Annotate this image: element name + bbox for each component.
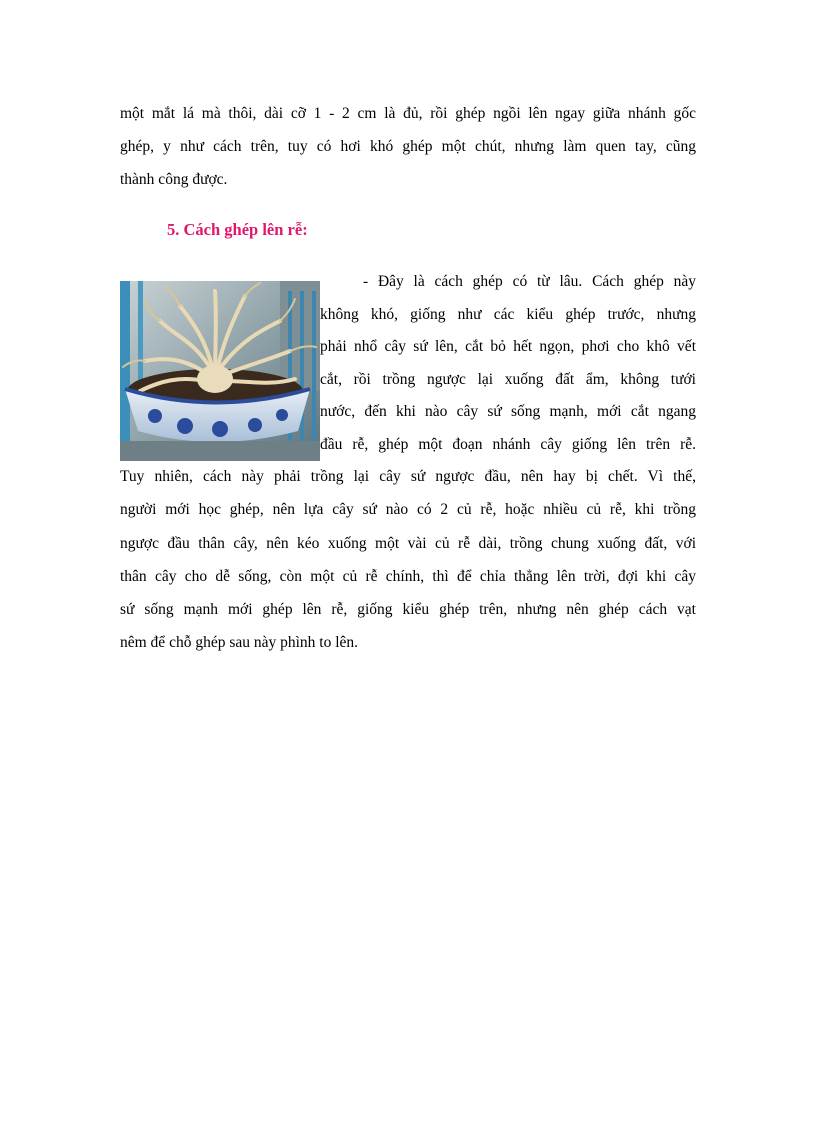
text-line: đầu rễ, ghép một đoạn nhánh cây giống lên trên rễ. xyxy=(320,435,696,453)
text-line: một mắt lá mà thôi, dài cỡ 1 - 2 cm là đủ, rồi ghép ngồi lên ngay giữa nhánh gốc xyxy=(120,105,696,122)
text-line: thân cây cho dễ sống, còn một củ rễ chính, thì để chỉa thẳng lên trời, đợi khi cây xyxy=(120,567,696,585)
text-line: - Đây là cách ghép có từ lâu. Cách ghép này xyxy=(363,273,696,290)
paragraph-root-grafting-wrapped xyxy=(320,266,696,461)
text-line: thành công được. xyxy=(120,171,228,188)
text-line: cắt, rồi trồng ngược lại xuống đất ẩm, không tưới xyxy=(320,370,696,388)
text-line: không khó, giống như các kiểu ghép trước, nhưng xyxy=(320,305,696,323)
paragraph-grafting-bud xyxy=(120,97,696,196)
text-line: ghép, y như cách trên, tuy có hơi khó ghép một chút, nhưng làm quen tay, cũng xyxy=(120,138,696,155)
text-line: nêm để chỗ ghép sau này phình to lên. xyxy=(120,634,359,652)
section-heading: 5. Cách ghép lên rễ: xyxy=(167,220,308,239)
paragraph-root-grafting-full xyxy=(120,460,696,660)
text-line: phải nhổ cây sứ lên, cắt bỏ hết ngọn, phơi cho khô vết xyxy=(320,338,696,355)
text-line: người mới học ghép, nên lựa cây sứ nào có 2 củ rễ, hoặc nhiều củ rễ, khi trồng xyxy=(120,501,696,519)
text-line: ngược đầu thân cây, nên kéo xuống một vài củ rễ dài, trồng chung xuống đất, với xyxy=(120,534,696,552)
text-line: Tuy nhiên, cách này phải trồng lại cây sứ ngược đầu, nên hay bị chết. Vì thế, xyxy=(120,468,696,485)
text-line: sứ sống mạnh mới ghép lên rễ, giống kiểu ghép trên, nhưng nên ghép cách vạt xyxy=(120,601,696,619)
root-plant-photo xyxy=(120,281,320,461)
text-line: nước, đến khi nào cây sứ sống mạnh, mới cắt ngang xyxy=(320,403,696,420)
